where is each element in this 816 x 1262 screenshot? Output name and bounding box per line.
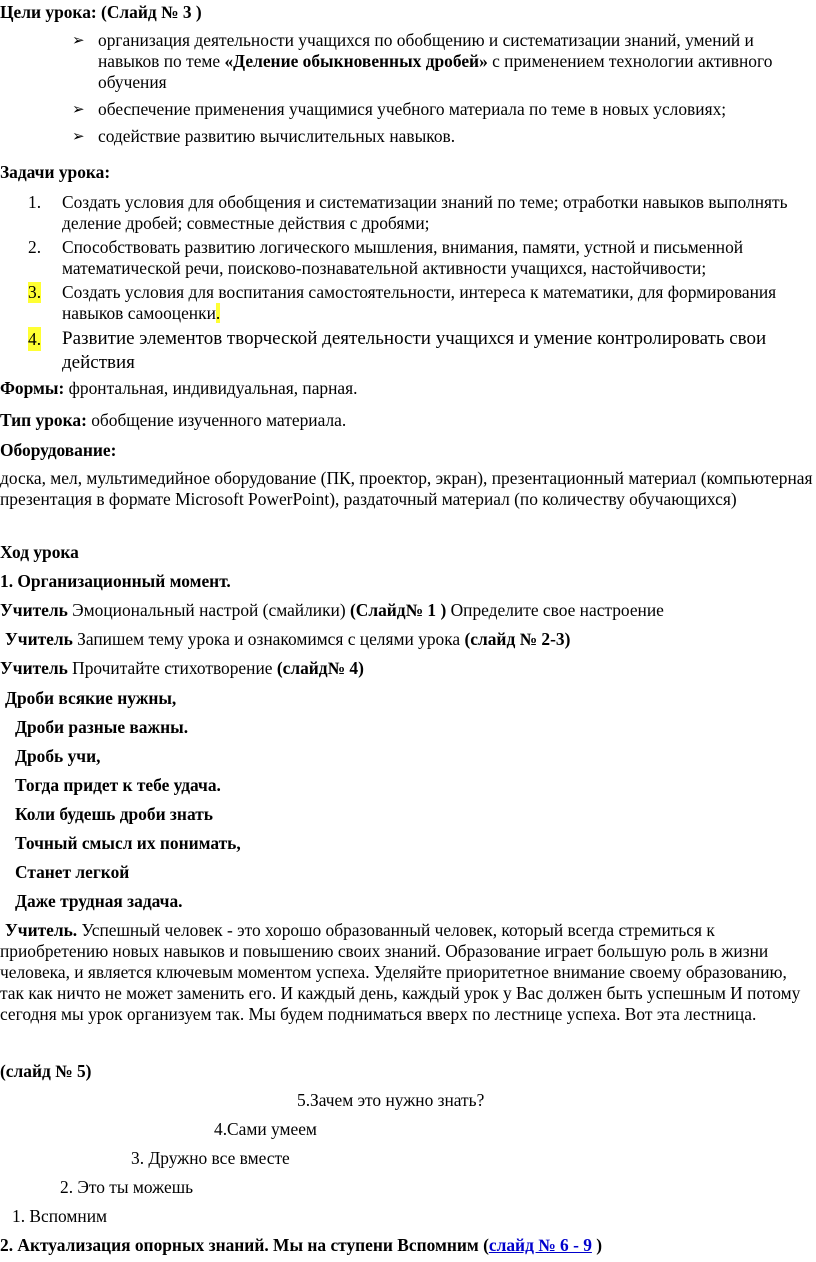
poem-line-8: Даже трудная задача. xyxy=(15,891,183,911)
poem-line-1: Дроби всякие нужны, xyxy=(5,688,177,708)
poem-line-4: Тогда придет к тебе удача. xyxy=(15,775,221,795)
poem-line-7: Станет легкой xyxy=(15,862,130,882)
arrow-bullet-icon: ➢ xyxy=(72,127,85,145)
tasks-list xyxy=(28,192,816,375)
arrow-bullet-icon: ➢ xyxy=(72,100,85,118)
goal-item-3: ➢ содействие развитию вычислительных навыков. xyxy=(72,126,456,146)
lesson-type-line: Тип урока: обобщение изученного материала. xyxy=(0,410,347,430)
goal-item-1: ➢ организация деятельности учащихся по обобщению и систематизации знаний, умений и навыков по теме «Деление обыкновенных дробей» с применением технологии активного обучения xyxy=(72,30,773,92)
task-item-3: 3. Создать условия для воспитания самостоятельности, интереса к математики, для формирования навыков самооценки. xyxy=(28,282,777,323)
slide-6-9-link[interactable]: слайд № 6 - 9 xyxy=(488,1235,592,1255)
teacher-line-1: Учитель Эмоциональный настрой (смайлики) (Слайд№ 1 ) Определите свое настроение xyxy=(0,600,664,620)
poem-line-5: Коли будешь дроби знать xyxy=(15,804,213,824)
task-item-2: 2. Способствовать развитию логического мышления, внимания, памяти, устной и письменной математической речи, поисково-познавательной активности учащихся, настойчивости; xyxy=(28,237,744,278)
poem-line-3: Дробь учи, xyxy=(15,746,101,766)
ladder-step-5: 5.Зачем это нужно знать? xyxy=(297,1090,485,1110)
goal-item-2: ➢ обеспечение применения учащимися учебного материала по теме в новых условиях; xyxy=(72,99,727,119)
task-item-4: 4. Развитие элементов творческой деятельности учащихся и умение контролировать свои действия xyxy=(28,328,767,373)
ladder-step-2: 2. Это ты можешь xyxy=(60,1177,194,1197)
poem-line-6: Точный смысл их понимать, xyxy=(15,833,241,853)
step-1-heading: 1. Организационный момент. xyxy=(0,571,231,591)
teacher-line-2: Учитель Запишем тему урока и ознакомимся с целями урока (слайд № 2-3) xyxy=(5,629,571,649)
goals-list xyxy=(72,30,812,153)
ladder-step-1: 1. Вспомним xyxy=(12,1206,108,1226)
step-2-heading: 2. Актуализация опорных знаний. Мы на ступени Вспомним (слайд № 6 - 9 ) xyxy=(0,1235,603,1255)
poem-line-2: Дроби разные важны. xyxy=(15,717,189,737)
ladder-step-3: 3. Дружно все вместе xyxy=(131,1148,290,1168)
procedure-heading: Ход урока xyxy=(0,542,79,562)
teacher-line-3: Учитель Прочитайте стихотворение (слайд№ 4) xyxy=(0,658,364,678)
equipment-text: доска, мел, мультимедийное оборудование (ПК, проектор, экран), презентационный материал (компьютерная презентация в формате Microsoft PowerPoint), раздаточный материал (по количеству обучающихся) xyxy=(0,468,813,509)
teacher-paragraph: Учитель. Успешный человек - это хорошо образованный человек, который всегда стремиться к приобретению новых навыков и повышению своих знаний. Образование играет большую роль в жизни человека, и является ключевым моментом успеха. Уделяйте приоритетное внимание своему образованию, так как ничто не может заменить его. И каждый день, каждый урок у Вас должен быть успешным И потому сегодня мы урок организуем так. Мы будем подниматься вверх по лестнице успеха. Вот эта лестница. xyxy=(0,920,801,1024)
arrow-bullet-icon: ➢ xyxy=(72,31,85,49)
forms-line: Формы: фронтальная, индивидуальная, парная. xyxy=(0,378,358,398)
tasks-heading: Задачи урока: xyxy=(0,162,111,182)
task-item-1: 1. Создать условия для обобщения и систематизации знаний по теме; отработки навыков выполнять деление дробей; совместные действия с дробями; xyxy=(28,192,788,233)
slide-5-label: (слайд № 5) xyxy=(0,1061,92,1081)
goals-heading: Цели урока: (Слайд № 3 ) xyxy=(0,2,202,22)
equipment-heading: Оборудование: xyxy=(0,440,117,460)
ladder-step-4: 4.Сами умеем xyxy=(214,1119,317,1139)
